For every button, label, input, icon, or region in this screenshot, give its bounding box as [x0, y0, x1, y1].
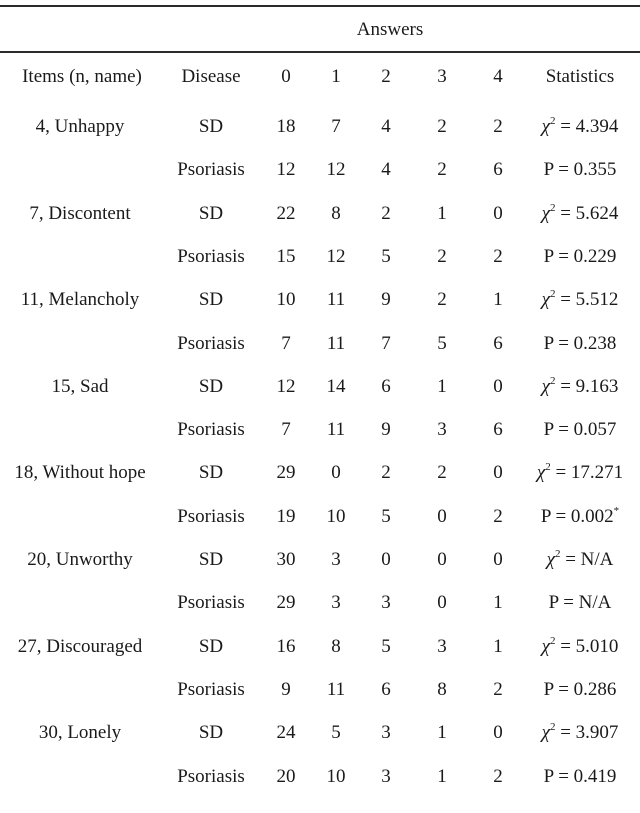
answer-3-cell: 2	[437, 246, 447, 267]
answer-0-cell: 10	[276, 289, 296, 310]
answer-0-cell: 18	[276, 116, 296, 137]
item-name: 20, Unworthy	[27, 549, 133, 570]
top-rule	[0, 5, 640, 7]
answer-0-cell: 30	[276, 549, 296, 570]
chi-symbol: χ	[536, 462, 546, 483]
chi-symbol: χ	[541, 636, 550, 657]
header-answer-1: 1	[331, 66, 341, 87]
header-answer-0: 0	[281, 66, 291, 87]
statistic-value: = 17.271	[550, 462, 624, 483]
statistic-value: = 4.394	[555, 116, 619, 137]
disease-cell: SD	[198, 722, 224, 743]
statistics-cell	[520, 502, 640, 532]
answer-4-cell: 0	[493, 376, 503, 397]
answer-2-cell: 0	[381, 549, 391, 570]
answer-0-cell: 12	[276, 376, 296, 397]
statistic-value: = 9.163	[555, 376, 619, 397]
answer-1-cell: 3	[331, 592, 341, 613]
answer-4-cell: 1	[493, 636, 503, 657]
statistic-value: = 5.512	[555, 289, 619, 310]
table-row	[0, 588, 640, 618]
item-name: 27, Discouraged	[17, 636, 143, 657]
disease-cell: SD	[198, 549, 224, 570]
answer-1-cell: 10	[326, 506, 346, 527]
disease-cell: Psoriasis	[177, 679, 245, 700]
answer-4-cell: 6	[493, 333, 503, 354]
table-row	[0, 502, 640, 532]
answer-2-cell: 5	[381, 506, 391, 527]
table-row	[0, 155, 640, 185]
item-name: 7, Discontent	[29, 203, 131, 224]
statistic-value: P = 0.002	[540, 506, 614, 527]
statistic-value: P = 0.229	[543, 246, 617, 267]
answer-2-cell: 6	[381, 679, 391, 700]
answer-2-cell: 5	[381, 246, 391, 267]
answer-1-cell: 11	[326, 419, 346, 440]
answer-3-cell: 2	[437, 462, 447, 483]
statistic-value: = 5.624	[555, 203, 619, 224]
answer-0-cell: 15	[276, 246, 296, 267]
answer-2-cell: 5	[381, 636, 391, 657]
table-row	[0, 458, 640, 488]
disease-cell: SD	[198, 203, 224, 224]
statistics-cell	[520, 199, 640, 229]
table-row	[0, 675, 640, 705]
answer-2-cell: 3	[381, 766, 391, 787]
statistics-cell	[520, 285, 640, 315]
statistics-cell	[520, 372, 640, 402]
disease-cell: Psoriasis	[177, 246, 245, 267]
answer-1-cell: 14	[326, 376, 346, 397]
answer-4-cell: 1	[493, 592, 503, 613]
answer-2-cell: 3	[381, 592, 391, 613]
item-name: 30, Lonely	[38, 722, 122, 743]
disease-cell: SD	[198, 462, 224, 483]
statistic-value: P = N/A	[548, 592, 612, 613]
chi-symbol: χ	[541, 722, 550, 743]
disease-cell: SD	[198, 376, 224, 397]
header-answer-4: 4	[493, 66, 503, 87]
disease-cell: SD	[198, 289, 224, 310]
header-statistics: Statistics	[545, 66, 615, 87]
table-row	[0, 718, 640, 748]
table-row	[0, 372, 640, 402]
answer-2-cell: 3	[381, 722, 391, 743]
answers-group-header: Answers	[356, 19, 424, 40]
table-row	[0, 762, 640, 792]
answer-3-cell: 1	[437, 766, 447, 787]
header-answer-3: 3	[437, 66, 447, 87]
answer-2-cell: 6	[381, 376, 391, 397]
table-row	[0, 285, 640, 315]
answer-1-cell: 11	[326, 289, 346, 310]
disease-cell: Psoriasis	[177, 333, 245, 354]
table-row	[0, 199, 640, 229]
disease-cell: Psoriasis	[177, 592, 245, 613]
answer-0-cell: 9	[281, 679, 291, 700]
answer-4-cell: 2	[493, 246, 503, 267]
chi-exponent: 2	[549, 721, 556, 733]
column-header-row	[0, 62, 640, 92]
answer-4-cell: 2	[493, 679, 503, 700]
table-row	[0, 329, 640, 359]
answer-0-cell: 20	[276, 766, 296, 787]
significance-marker: *	[613, 505, 620, 517]
answer-1-cell: 12	[326, 159, 346, 180]
chi-exponent: 2	[549, 202, 556, 214]
header-disease: Disease	[181, 66, 241, 87]
answer-4-cell: 0	[493, 203, 503, 224]
answer-3-cell: 2	[437, 289, 447, 310]
chi-symbol: χ	[546, 549, 555, 570]
statistics-cell	[520, 458, 640, 488]
answer-4-cell: 1	[493, 289, 503, 310]
table-row	[0, 415, 640, 445]
answer-1-cell: 8	[331, 636, 341, 657]
answer-2-cell: 9	[381, 289, 391, 310]
header-rule	[0, 51, 640, 53]
answer-1-cell: 3	[331, 549, 341, 570]
disease-cell: SD	[198, 636, 224, 657]
answer-1-cell: 12	[326, 246, 346, 267]
answer-4-cell: 6	[493, 159, 503, 180]
answer-1-cell: 7	[331, 116, 341, 137]
answer-3-cell: 1	[437, 376, 447, 397]
answer-4-cell: 2	[493, 506, 503, 527]
statistics-cell	[520, 242, 640, 272]
answer-4-cell: 0	[493, 549, 503, 570]
item-name: 4, Unhappy	[35, 116, 125, 137]
answer-1-cell: 10	[326, 766, 346, 787]
statistic-value: P = 0.238	[543, 333, 617, 354]
statistic-value: = 5.010	[555, 636, 619, 657]
answer-0-cell: 16	[276, 636, 296, 657]
chi-exponent: 2	[545, 461, 551, 473]
answer-4-cell: 2	[493, 766, 503, 787]
answer-4-cell: 0	[493, 462, 503, 483]
answer-3-cell: 2	[437, 159, 447, 180]
answer-4-cell: 2	[493, 116, 503, 137]
statistics-cell	[520, 675, 640, 705]
chi-symbol: χ	[541, 289, 550, 310]
item-name: 18, Without hope	[14, 462, 146, 483]
header-items: Items (n, name)	[22, 66, 142, 87]
chi-exponent: 2	[554, 548, 561, 560]
answer-0-cell: 19	[276, 506, 296, 527]
answer-3-cell: 8	[437, 679, 447, 700]
answer-0-cell: 7	[281, 333, 291, 354]
item-name: 15, Sad	[51, 376, 109, 397]
answer-4-cell: 0	[493, 722, 503, 743]
answer-3-cell: 1	[437, 722, 447, 743]
table-row	[0, 632, 640, 662]
table-row	[0, 242, 640, 272]
answer-3-cell: 0	[437, 506, 447, 527]
answer-0-cell: 7	[281, 419, 291, 440]
answer-0-cell: 29	[276, 592, 296, 613]
answer-2-cell: 4	[381, 116, 391, 137]
answer-0-cell: 29	[276, 462, 296, 483]
statistics-cell	[520, 588, 640, 618]
disease-cell: Psoriasis	[177, 506, 245, 527]
statistic-value: P = 0.057	[543, 419, 617, 440]
answer-3-cell: 5	[437, 333, 447, 354]
disease-cell: Psoriasis	[177, 159, 245, 180]
answer-2-cell: 9	[381, 419, 391, 440]
answer-1-cell: 5	[331, 722, 341, 743]
answer-3-cell: 0	[437, 592, 447, 613]
disease-cell: Psoriasis	[177, 766, 245, 787]
answer-3-cell: 0	[437, 549, 447, 570]
statistic-value: = N/A	[560, 549, 614, 570]
answer-2-cell: 2	[381, 462, 391, 483]
answer-3-cell: 1	[437, 203, 447, 224]
answer-4-cell: 6	[493, 419, 503, 440]
statistic-value: P = 0.419	[543, 766, 617, 787]
chi-symbol: χ	[541, 116, 550, 137]
statistics-cell	[520, 112, 640, 142]
chi-symbol: χ	[541, 376, 550, 397]
answer-0-cell: 24	[276, 722, 296, 743]
statistics-cell	[520, 155, 640, 185]
answer-1-cell: 8	[331, 203, 341, 224]
statistics-cell	[520, 415, 640, 445]
answer-3-cell: 2	[437, 116, 447, 137]
answer-1-cell: 0	[331, 462, 341, 483]
chi-exponent: 2	[549, 375, 556, 387]
table-row	[0, 545, 640, 575]
answer-1-cell: 11	[326, 679, 346, 700]
statistics-cell	[520, 718, 640, 748]
disease-cell: Psoriasis	[177, 419, 245, 440]
disease-cell: SD	[198, 116, 224, 137]
answer-1-cell: 11	[326, 333, 346, 354]
chi-exponent: 2	[549, 288, 556, 300]
statistic-value: P = 0.355	[543, 159, 617, 180]
answer-2-cell: 4	[381, 159, 391, 180]
chi-symbol: χ	[541, 203, 550, 224]
statistics-cell	[520, 545, 640, 575]
answer-2-cell: 2	[381, 203, 391, 224]
statistic-value: = 3.907	[555, 722, 619, 743]
statistics-cell	[520, 329, 640, 359]
table-row	[0, 112, 640, 142]
header-answer-2: 2	[381, 66, 391, 87]
chi-exponent: 2	[549, 115, 556, 127]
statistics-cell	[520, 632, 640, 662]
statistic-value: P = 0.286	[543, 679, 617, 700]
answer-0-cell: 22	[276, 203, 296, 224]
answer-2-cell: 7	[381, 333, 391, 354]
answer-0-cell: 12	[276, 159, 296, 180]
statistics-cell	[520, 762, 640, 792]
answer-3-cell: 3	[437, 636, 447, 657]
item-name: 11, Melancholy	[20, 289, 140, 310]
answer-3-cell: 3	[437, 419, 447, 440]
chi-exponent: 2	[549, 635, 556, 647]
